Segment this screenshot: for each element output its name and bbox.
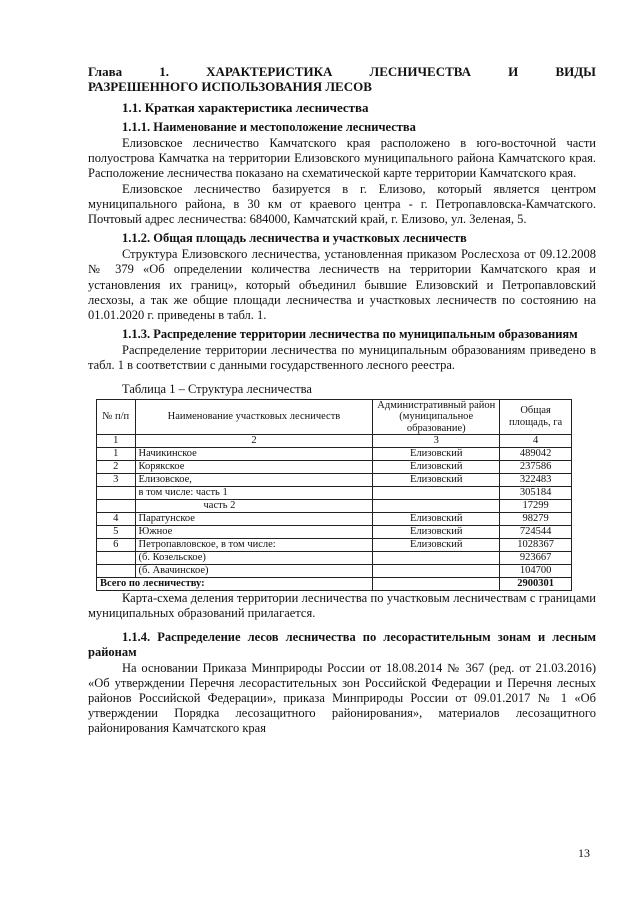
index-cell: 1: [97, 435, 136, 448]
paragraph: Структура Елизовского лесничества, установленная приказом Рослесхоза от 09.12.2008 № 379 «Об определении количества лесничеств на территории Камчатского края и установления их границ», который объединил бывшие Елизовский и Петропавловский лесхозы, а так же общие площади лесничества и участковых лесничеств по состоянию на 01.01.2020 г. приведены в табл. 1.: [88, 247, 596, 323]
page-content: [88, 64, 596, 737]
cell-num: 5: [97, 526, 136, 539]
cell-name: Начикинское: [135, 448, 373, 461]
table-row: [97, 565, 572, 578]
cell-num: 1: [97, 448, 136, 461]
chapter-word: И: [508, 64, 519, 79]
cell-num: [97, 500, 136, 513]
cell-district: Елизовский: [373, 461, 500, 474]
cell-area: 104700: [500, 565, 572, 578]
cell-district: [373, 552, 500, 565]
cell-area: 17299: [500, 500, 572, 513]
table-header-row: [97, 399, 572, 435]
table-row: [97, 539, 572, 552]
section-heading-1-1-1: 1.1.1. Наименование и местоположение лесничества: [122, 120, 416, 134]
cell-district: Елизовский: [373, 526, 500, 539]
section-heading-1-1-4: 1.1.4. Распределение лесов лесничества по лесорастительным зонам и лесным районам: [88, 629, 596, 659]
table-row: [97, 487, 572, 500]
cell-name: (б. Авачинское): [135, 565, 373, 578]
table-row: [97, 461, 572, 474]
cell-name: Паратунское: [135, 513, 373, 526]
table-row: [97, 552, 572, 565]
cell-district: Елизовский: [373, 539, 500, 552]
total-label: Всего по лесничеству:: [97, 578, 373, 591]
chapter-title: [88, 64, 596, 94]
section-heading-1-1-2: 1.1.2. Общая площадь лесничества и участковых лесничеств: [122, 231, 467, 246]
table-caption: Таблица 1 – Структура лесничества: [122, 381, 312, 396]
chapter-word: Глава: [88, 64, 123, 79]
cell-name: Елизовское,: [135, 474, 373, 487]
cell-name: Корякское: [135, 461, 373, 474]
table-row: [97, 474, 572, 487]
index-cell: 4: [500, 435, 572, 448]
cell-num: [97, 565, 136, 578]
table-total-row: [97, 578, 572, 591]
cell-area: 1028367: [500, 539, 572, 552]
cell-district: [373, 487, 500, 500]
section-heading-1-1: 1.1. Краткая характеристика лесничества: [122, 100, 369, 115]
cell-name: (б. Козельское): [135, 552, 373, 565]
cell-num: 6: [97, 539, 136, 552]
table-row: [97, 448, 572, 461]
cell-area: 489042: [500, 448, 572, 461]
paragraph: Елизовское лесничество Камчатского края расположено в юго-восточной части полуострова Камчатка на территории Елизовского муниципального района Камчатского края. Расположение лесничества показано на схематической карте территории Камчатского края.: [88, 136, 596, 181]
total-area: 2900301: [500, 578, 572, 591]
paragraph: На основании Приказа Минприроды России от 18.08.2014 № 367 (ред. от 21.03.2016) «Об утверждении Перечня лесорастительных зон Российской Федерации и Перечня лесных районов Российской Федерации», приказа Минприроды России от 09.01.2017 № 1 «Об утверждении Порядка лесозащитного районирования», материалов лесозащитного районирования Камчатского края: [88, 660, 596, 736]
cell-area: 98279: [500, 513, 572, 526]
chapter-title-line-1: [88, 64, 596, 79]
cell-area: 724544: [500, 526, 572, 539]
paragraph: Елизовское лесничество базируется в г. Елизово, который является центром муниципального района, в 30 км от краевого центра - г. Петропавловска-Камчатского. Почтовый адрес лесничества: 684000, Камчатский край, г. Елизово, ул. Зеленая, 5.: [88, 181, 596, 227]
header-area: Общая площадь, га: [500, 399, 572, 435]
paragraph: Распределение территории лесничества по муниципальным образованиям приведено в табл. 1 в соответствии с данными государственного лесного реестра.: [88, 343, 596, 373]
cell-district: [373, 500, 500, 513]
cell-num: 3: [97, 474, 136, 487]
cell-name: в том числе: часть 1: [135, 487, 373, 500]
index-cell: 3: [373, 435, 500, 448]
cell-district: Елизовский: [373, 513, 500, 526]
table-row: [97, 513, 572, 526]
cell-area: 923667: [500, 552, 572, 565]
cell-name: часть 2: [135, 500, 373, 513]
cell-num: [97, 552, 136, 565]
chapter-word: ВИДЫ: [555, 64, 596, 79]
chapter-word: ХАРАКТЕРИСТИКА: [206, 64, 333, 79]
cell-area: 237586: [500, 461, 572, 474]
table-row: [97, 500, 572, 513]
cell-num: [97, 487, 136, 500]
index-cell: 2: [135, 435, 373, 448]
cell-name: Южное: [135, 526, 373, 539]
cell-area: 305184: [500, 487, 572, 500]
cell-area: 322483: [500, 474, 572, 487]
cell-num: 2: [97, 461, 136, 474]
table-row: [97, 526, 572, 539]
chapter-word: ЛЕСНИЧЕСТВА: [369, 64, 472, 79]
cell-num: 4: [97, 513, 136, 526]
header-district: Административный район (муниципальное образование): [373, 399, 500, 435]
cell-district: [373, 565, 500, 578]
paragraph: Карта-схема деления территории лесничества по участковым лесничествам с границами муниципальных образований прилагается.: [88, 591, 596, 621]
chapter-word: 1.: [159, 64, 170, 79]
total-district: [373, 578, 500, 591]
cell-name: Петропавловское, в том числе:: [135, 539, 373, 552]
section-heading-1-1-3: 1.1.3. Распределение территории лесничества по муниципальным образованиям: [122, 327, 578, 342]
chapter-title-line-2: РАЗРЕШЕННОГО ИСПОЛЬЗОВАНИЯ ЛЕСОВ: [88, 79, 372, 94]
cell-district: Елизовский: [373, 448, 500, 461]
forestry-structure-table: [96, 399, 572, 592]
page-number: 13: [578, 846, 590, 860]
header-name: Наименование участковых лесничеств: [135, 399, 373, 435]
cell-district: Елизовский: [373, 474, 500, 487]
header-num: № п/п: [97, 399, 136, 435]
table-index-row: [97, 435, 572, 448]
